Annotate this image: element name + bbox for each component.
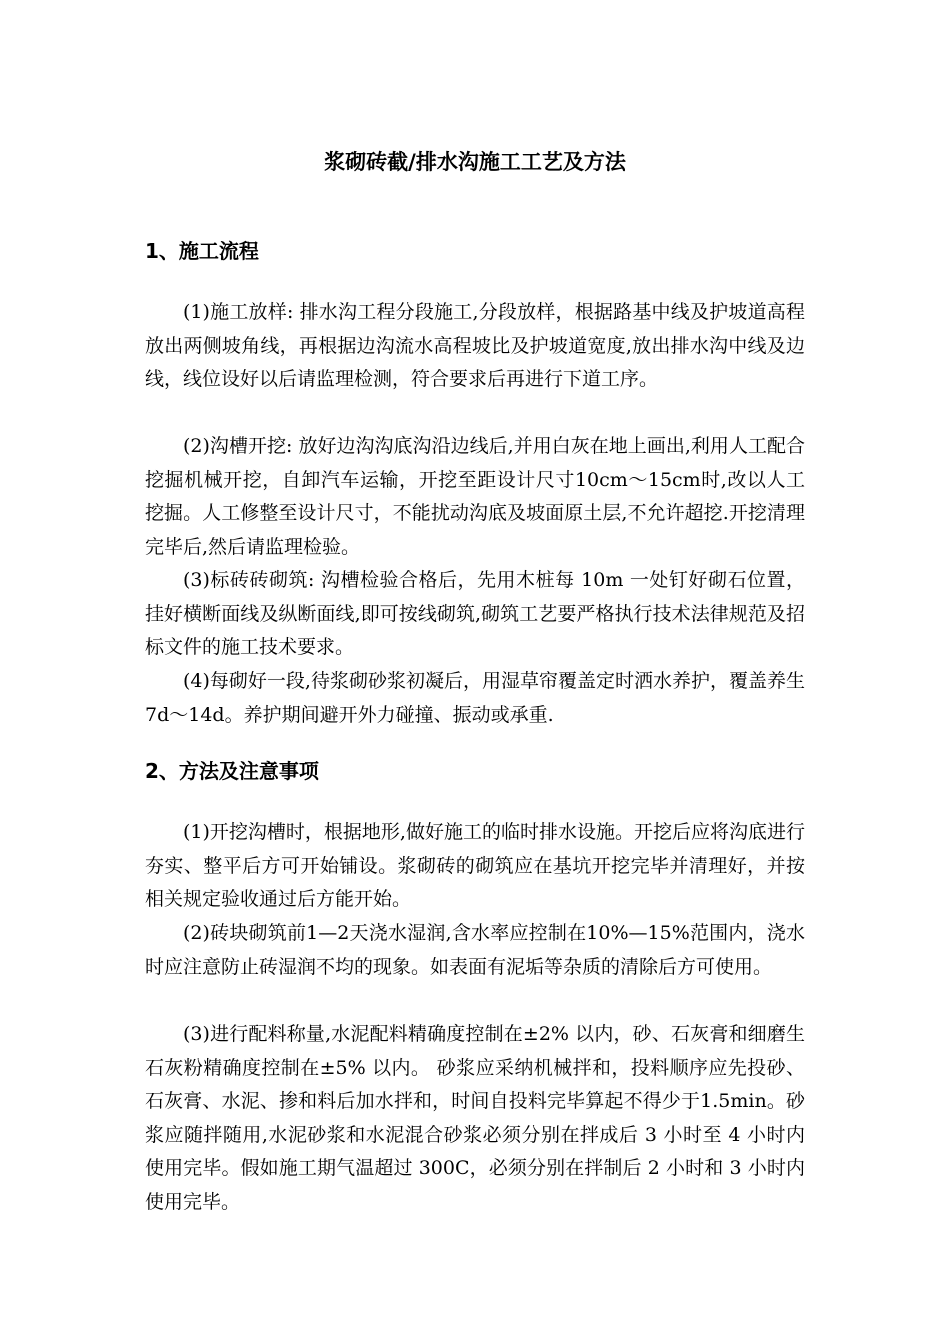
paragraph-trench-drainage: (1)开挖沟槽时，根据地形,做好施工的临时排水设施。开挖后应将沟底进行夯实、整平后方可开始铺设。浆砌砖的砌筑应在基坑开挖完毕并清理好，并按相关规定验收通过后方能开始。: [145, 821, 805, 910]
document-title: 浆砌砖截/排水沟施工工艺及方法: [324, 150, 626, 174]
paragraph-construction-layout: (1)施工放样: 排水沟工程分段施工,分段放样，根据路基中线及护坡道高程放出两侧坡角线，再根据边沟流水高程坡比及护坡道宽度,放出排水沟中线及边线，线位设好以后请监理检测，符合要求后再进行下道工序。: [145, 301, 805, 390]
paragraph-mortar-mixing: (3)进行配料称量,水泥配料精确度控制在±2% 以内，砂、石灰膏和细磨生石灰粉精确度控制在±5% 以内。 砂浆应采纳机械拌和，投料顺序应先投砂、石灰膏、水泥、掺和料后加水拌和，时间自投料完毕算起不得少于1.5min。砂浆应随拌随用,水泥砂浆和水泥混合砂浆必须分别在拌成后 3 小时至 4 小时内使用完毕。假如施工期气温超过 300C，必须分别在拌制后 2 小时和 3 小时内使用完毕。: [145, 1023, 805, 1213]
section-heading-methods-notes: 2、方法及注意事项: [145, 759, 319, 783]
paragraph-trench-excavation: (2)沟槽开挖: 放好边沟沟底沟沿边线后,并用白灰在地上画出,利用人工配合挖掘机械开挖，自卸汽车运输，开挖至距设计尺寸10cm～15cm时,改以人工挖掘。人工修整至设计尺寸，不能扰动沟底及坡面原土层,不允许超挖.开挖清理完毕后,然后请监理检验。: [145, 435, 805, 558]
paragraph-curing: (4)每砌好一段,待浆砌砂浆初凝后，用湿草帘覆盖定时洒水养护，覆盖养生 7d～14d。养护期间避开外力碰撞、振动或承重.: [145, 670, 805, 726]
paragraph-brick-masonry: (3)标砖砖砌筑: 沟槽检验合格后，先用木桩每 10m 一处钉好砌石位置，挂好横断面线及纵断面线,即可按线砌筑,砌筑工艺要严格执行技术法律规范及招标文件的施工技术要求。: [145, 569, 805, 658]
paragraph-brick-wetting: (2)砖块砌筑前1—2天浇水湿润,含水率应控制在10%—15%范围内，浇水时应注意防止砖湿润不均的现象。如表面有泥垢等杂质的清除后方可使用。: [145, 922, 805, 978]
section-heading-construction-process: 1、施工流程: [145, 239, 259, 263]
